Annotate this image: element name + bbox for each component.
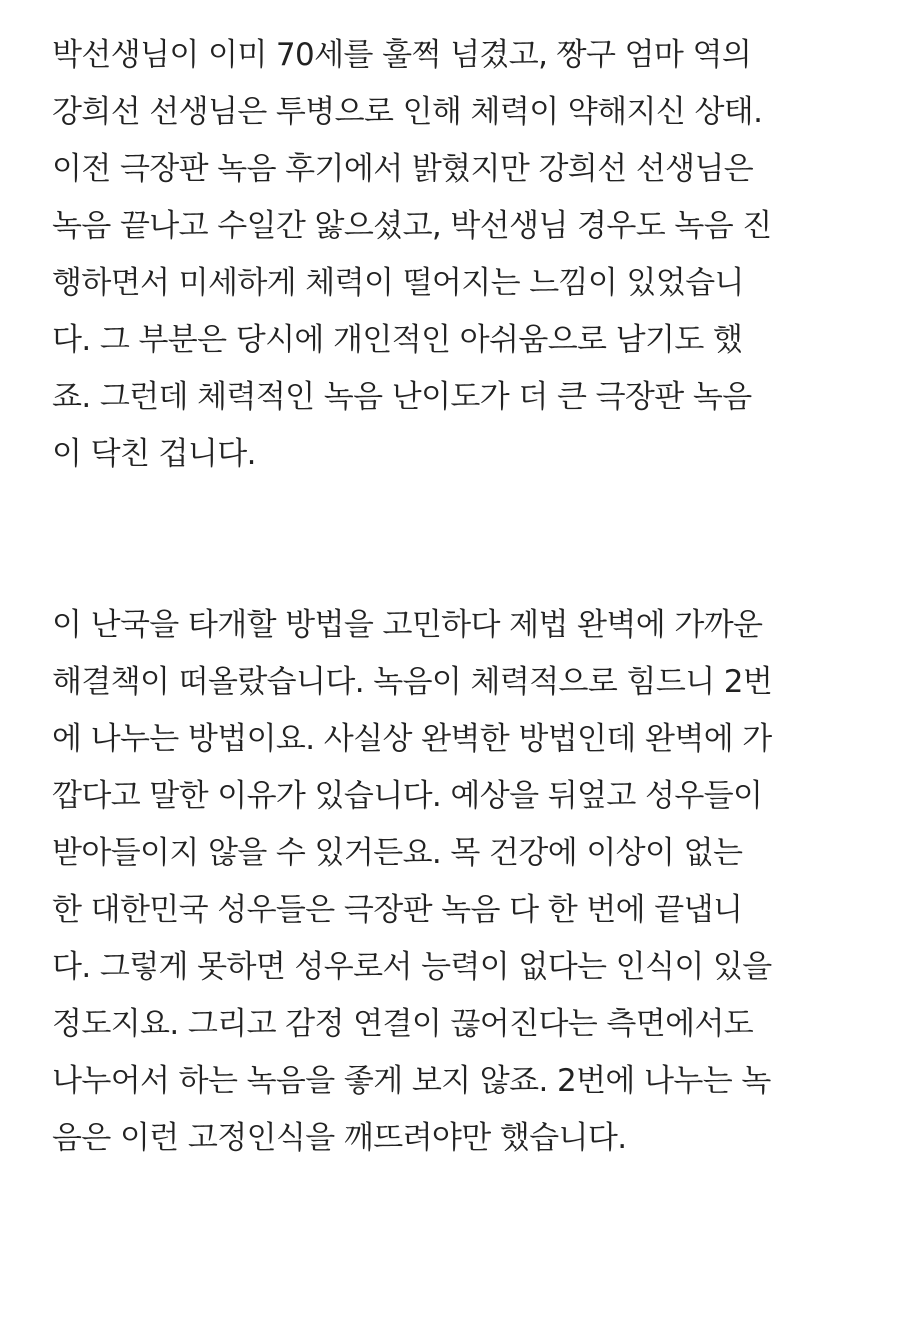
text-line: 박선생님이 이미 70세를 훌쩍 넘겼고, 짱구 엄마 역의 <box>52 37 752 73</box>
text-line: 이 난국을 타개할 방법을 고민하다 제법 완벽에 가까운 <box>52 607 763 643</box>
text-line: 한 대한민국 성우들은 극장판 녹음 다 한 번에 끝냅니 <box>52 892 743 928</box>
text-line: 녹음 끝나고 수일간 앓으셨고, 박선생님 경우도 녹음 진 <box>52 208 772 244</box>
text-line: 해결책이 떠올랐습니다. 녹음이 체력적으로 힘드니 2번 <box>52 664 773 700</box>
paragraph-2 <box>52 597 882 1167</box>
text-line: 음은 이런 고정인식을 깨뜨려야만 했습니다. <box>52 1120 627 1156</box>
text-line: 나누어서 하는 녹음을 좋게 보지 않죠. 2번에 나누는 녹 <box>52 1063 771 1099</box>
article-body <box>52 27 882 1167</box>
text-line: 받아들이지 않을 수 있거든요. 목 건강에 이상이 없는 <box>52 835 743 871</box>
text-line: 이전 극장판 녹음 후기에서 밝혔지만 강희선 선생님은 <box>52 151 754 187</box>
text-line: 이 닥친 겁니다. <box>52 436 256 472</box>
paragraph-1 <box>52 27 882 483</box>
text-line: 죠. 그런데 체력적인 녹음 난이도가 더 큰 극장판 녹음 <box>52 379 752 415</box>
text-line: 다. 그 부분은 당시에 개인적인 아쉬움으로 남기도 했 <box>52 322 743 358</box>
text-line: 깝다고 말한 이유가 있습니다. 예상을 뒤엎고 성우들이 <box>52 778 763 814</box>
text-line: 다. 그렇게 못하면 성우로서 능력이 없다는 인식이 있을 <box>52 949 772 985</box>
paragraph-spacer <box>52 483 882 597</box>
text-line: 강희선 선생님은 투병으로 인해 체력이 약해지신 상태. <box>52 94 763 130</box>
text-line: 행하면서 미세하게 체력이 떨어지는 느낌이 있었습니 <box>52 265 744 301</box>
text-line: 정도지요. 그리고 감정 연결이 끊어진다는 측면에서도 <box>52 1006 754 1042</box>
text-line: 에 나누는 방법이요. 사실상 완벽한 방법인데 완벽에 가 <box>52 721 772 757</box>
